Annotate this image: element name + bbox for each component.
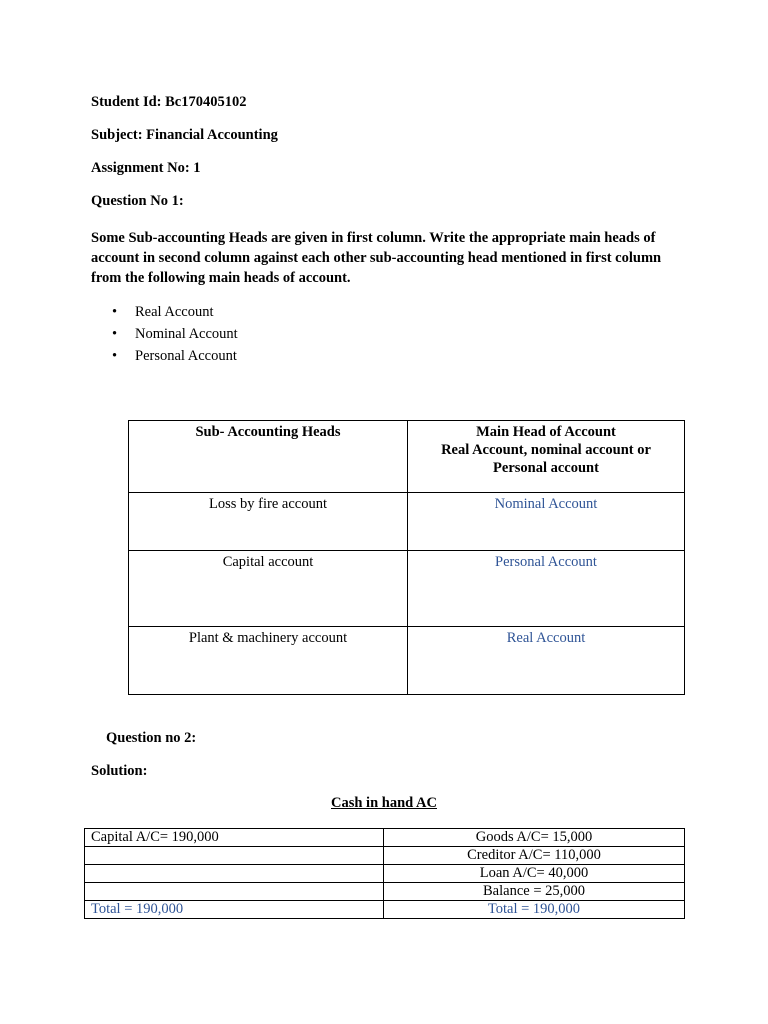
credit-cell: Creditor A/C= 110,000	[384, 847, 685, 865]
question-2-heading: Question no 2:	[106, 730, 197, 746]
total-row	[85, 901, 685, 919]
accounting-heads-table	[128, 420, 685, 695]
list-item: • Personal Account	[112, 345, 238, 367]
question-1-heading: Question No 1:	[91, 193, 184, 209]
credit-cell: Balance = 25,000	[384, 883, 685, 901]
sub-head-cell: Capital account	[129, 551, 408, 627]
cash-in-hand-table	[84, 828, 685, 919]
student-id: Student Id: Bc170405102	[91, 94, 247, 110]
debit-cell	[85, 847, 384, 865]
table-row	[85, 847, 685, 865]
sub-head-cell: Loss by fire account	[129, 493, 408, 551]
credit-cell: Goods A/C= 15,000	[384, 829, 685, 847]
sub-head-cell: Plant & machinery account	[129, 627, 408, 695]
bullet-icon: •	[112, 326, 118, 342]
table-row	[85, 829, 685, 847]
table-header-row	[129, 421, 685, 493]
main-head-cell: Personal Account	[408, 551, 685, 627]
assignment-number: Assignment No: 1	[91, 160, 201, 176]
table-row	[129, 493, 685, 551]
cash-account-title: Cash in hand AC	[331, 795, 437, 811]
bullet-icon: •	[112, 304, 118, 320]
table-row	[129, 551, 685, 627]
question-1-text: Some Sub-accounting Heads are given in first column. Write the appropriate main heads of account in second column against each other sub-accounting head mentioned in first column from the following main heads of account.	[91, 230, 662, 286]
debit-cell	[85, 883, 384, 901]
col-sub-heads-header: Sub- Accounting Heads	[129, 421, 408, 493]
debit-cell: Capital A/C= 190,000	[85, 829, 384, 847]
subject-line: Subject: Financial Accounting	[91, 127, 278, 143]
credit-total-cell: Total = 190,000	[384, 901, 685, 919]
list-item: • Real Account	[112, 301, 238, 323]
solution-heading: Solution:	[91, 763, 148, 779]
bullet-icon: •	[112, 348, 118, 364]
col-main-head-header: Main Head of Account Real Account, nominal account or Personal account	[408, 421, 685, 493]
credit-cell: Loan A/C= 40,000	[384, 865, 685, 883]
main-head-cell: Real Account	[408, 627, 685, 695]
debit-cell	[85, 865, 384, 883]
table-row	[85, 865, 685, 883]
main-head-cell: Nominal Account	[408, 493, 685, 551]
table-row	[129, 627, 685, 695]
list-item: • Nominal Account	[112, 323, 238, 345]
account-types-list	[112, 301, 238, 367]
debit-total-cell: Total = 190,000	[85, 901, 384, 919]
table-row	[85, 883, 685, 901]
